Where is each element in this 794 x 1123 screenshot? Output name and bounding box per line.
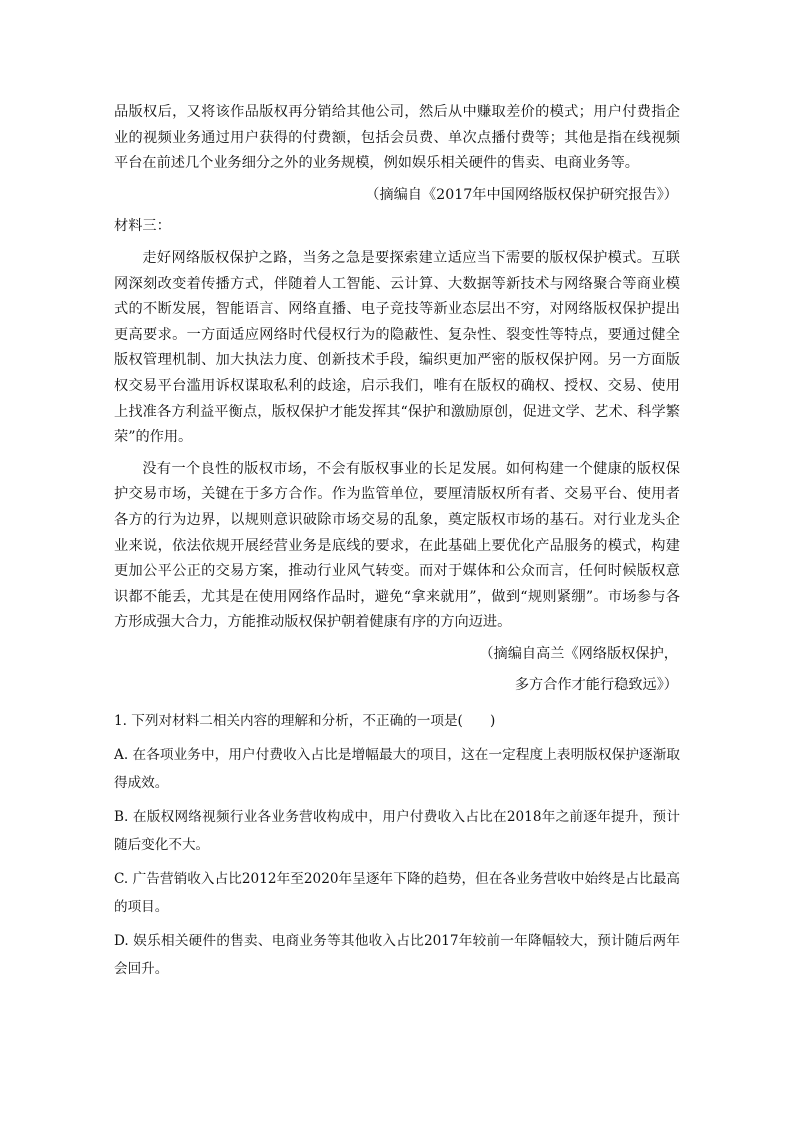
material3-heading: 材料三： (114, 218, 171, 235)
material3-paragraph-1: 走好网络版权保护之路，当务之急是要探索建立适应当下需要的版权保护模式。互联网深刻改变着传播方式，伴随着人工智能、云计算、大数据等新技术与网络聚合等商业模式的不断发展，智能语言、网络直播、电子竞技等新业态层出不穷，对网络版权保护提出更高要求。一方面适应网络时代侵权行为的隐蔽性、复杂性、裂变性等特点，要通过健全版权管理机制、加大执法力度、创新技术手段，编织更加严密的版权保护网。另一方面版权交易平台滥用诉权谋取私利的歧途，启示我们，唯有在版权的确权、授权、交易、使用上找准各方利益平衡点，版权保护才能发挥其“保护和激励原创，促进文学、艺术、科学繁荣”的作用。 (114, 249, 680, 446)
question-1-option-d: D. 娱乐相关硬件的售卖、电商业务等其他收入占比2017年较前一年降幅较大，预计随后两年会回升。 (114, 933, 680, 978)
question-1-option-a: A. 在各项业务中，用户付费收入占比是增幅最大的项目，这在一定程度上表明版权保护逐渐取得成效。 (114, 747, 680, 792)
question-1-option-c: C. 广告营销收入占比2012年至2020年呈逐年下降的趋势，但在各业务营收中始终是占比最高的项目。 (114, 871, 680, 916)
document-page (114, 100, 680, 983)
material2-source: （摘编自《2017年中国网络版权保护研究报告》） (365, 186, 678, 203)
question-1-option-b: B. 在版权网络视频行业各业务营收构成中，用户付费收入占比在2018年之前逐年提升，预计随后变化不大。 (114, 809, 680, 854)
material3-paragraph-2: 没有一个良性的版权市场，不会有版权事业的长足发展。如何构建一个健康的版权保护交易市场，关键在于多方合作。作为监管单位，要厘清版权所有者、交易平台、使用者各方的行为边界，以规则意识破除市场交易的乱象，奠定版权市场的基石。对行业龙头企业来说，依法依规开展经营业务是底线的要求，在此基础上要优化产品服务的模式，构建更加公平公正的交易方案，推动行业风气转变。而对于媒体和公众而言，任何时候版权意识都不能丢，尤其是在使用网络作品时，避免“拿来就用”，做到“规则紧绷”。市场参与各方形成强大合力，方能推动版权保护朝着健康有序的方向迈进。 (114, 460, 680, 631)
material3-source-line-1: （摘编自高兰《网络版权保护， (479, 645, 678, 662)
material3-source-line-2: 多方合作才能行稳致远》） (514, 677, 678, 694)
question-1-stem: 1. 下列对材料二相关内容的理解和分析，不正确的一项是( ) (114, 713, 496, 730)
material2-tail-paragraph: 品版权后，又将该作品版权再分销给其他公司，然后从中赚取差价的模式；用户付费指企业的视频业务通过用户获得的付费额，包括会员费、单次点播付费等；其他是指在线视频平台在前述几个业务细分之外的业务规模，例如娱乐相关硬件的售卖、电商业务等。 (114, 104, 680, 172)
